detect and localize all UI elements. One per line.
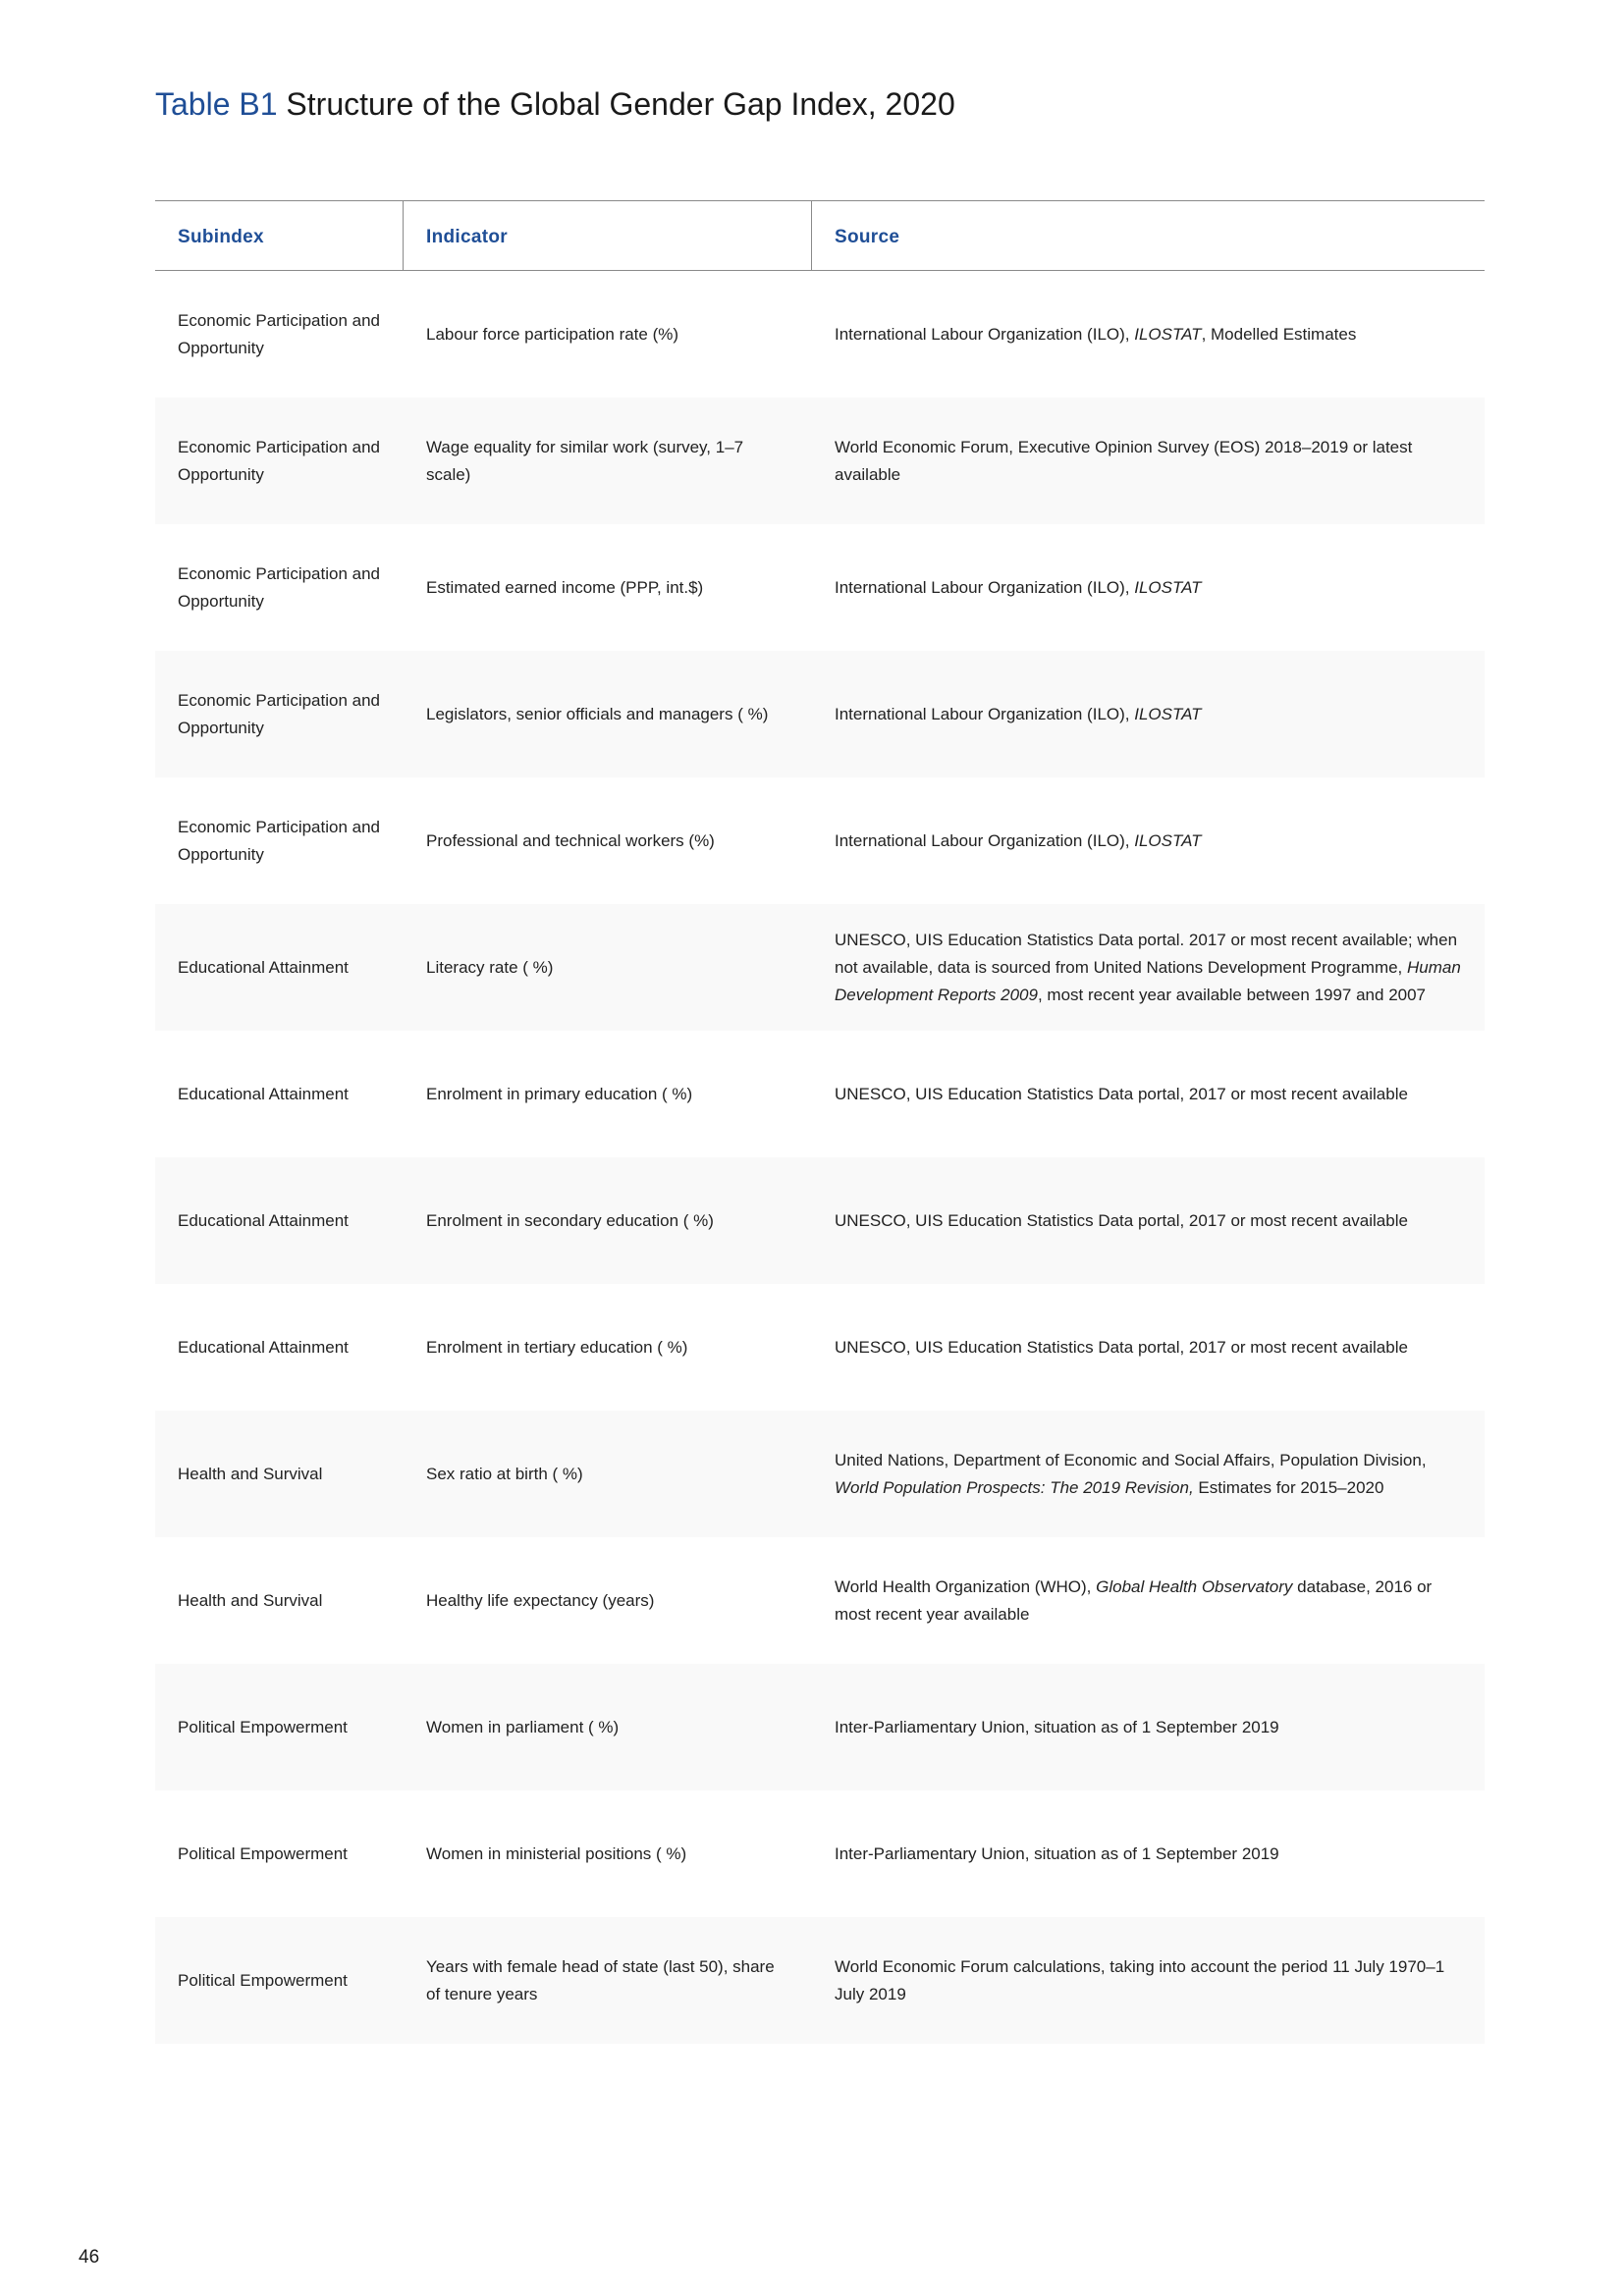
source-pre: World Health Organization (WHO), bbox=[835, 1576, 1097, 1596]
indicator-cell bbox=[404, 1157, 812, 1284]
indicator-text: Women in ministerial positions ( %) bbox=[426, 1843, 687, 1863]
source-italic: Human Development Reports 2009 bbox=[835, 957, 1461, 1004]
indicator-text: Estimated earned income (PPP, int.$) bbox=[426, 577, 704, 597]
indicator-cell bbox=[404, 904, 812, 1031]
subindex-text: Economic Participation and Opportunity bbox=[178, 690, 381, 737]
source-italic: ILOSTAT bbox=[1134, 830, 1202, 850]
source-italic: World Population Prospects: The 2019 Revision, bbox=[835, 1477, 1194, 1497]
indicator-cell bbox=[404, 1284, 812, 1411]
subindex-cell bbox=[155, 904, 404, 1031]
subindex-text: Economic Participation and Opportunity bbox=[178, 437, 381, 484]
subindex-cell bbox=[155, 271, 404, 398]
source-cell bbox=[812, 1411, 1485, 1537]
subindex-cell bbox=[155, 1790, 404, 1917]
subindex-text: Economic Participation and Opportunity bbox=[178, 817, 381, 864]
subindex-cell bbox=[155, 398, 404, 524]
source-text bbox=[835, 321, 1356, 348]
source-text bbox=[835, 1334, 1408, 1362]
source-cell bbox=[812, 777, 1485, 904]
source-italic: Global Health Observatory bbox=[1096, 1576, 1293, 1596]
indicator-text: Enrolment in primary education ( %) bbox=[426, 1084, 693, 1103]
subindex-text: Educational Attainment bbox=[178, 1084, 349, 1103]
source-text bbox=[835, 1574, 1471, 1629]
source-text bbox=[835, 574, 1202, 602]
indicator-text: Years with female head of state (last 50), share of tenure years bbox=[426, 1956, 775, 2003]
subindex-text: Economic Participation and Opportunity bbox=[178, 563, 381, 611]
table-row bbox=[155, 1411, 1485, 1537]
page-number: 46 bbox=[79, 2247, 100, 2268]
table-row bbox=[155, 398, 1485, 524]
subindex-text: Educational Attainment bbox=[178, 957, 349, 977]
source-pre: UNESCO, UIS Education Statistics Data portal. 2017 or most recent available; when not available, data is sourced from United Nations Development Programme, bbox=[835, 930, 1458, 977]
source-cell bbox=[812, 1284, 1485, 1411]
subindex-cell bbox=[155, 651, 404, 777]
indicator-text: Enrolment in secondary education ( %) bbox=[426, 1210, 714, 1230]
subindex-cell bbox=[155, 1284, 404, 1411]
source-post: , Modelled Estimates bbox=[1201, 324, 1357, 344]
source-pre: International Labour Organization (ILO), bbox=[835, 830, 1135, 850]
subindex-cell bbox=[155, 524, 404, 651]
subindex-text: Political Empowerment bbox=[178, 1843, 348, 1863]
source-cell bbox=[812, 398, 1485, 524]
subindex-text: Health and Survival bbox=[178, 1464, 323, 1483]
source-pre: United Nations, Department of Economic and Social Affairs, Population Division, bbox=[835, 1450, 1427, 1469]
source-text bbox=[835, 1714, 1279, 1741]
table-row bbox=[155, 1664, 1485, 1790]
source-pre: Inter-Parliamentary Union, situation as of 1 September 2019 bbox=[835, 1843, 1279, 1863]
column-header-source: Source bbox=[835, 227, 900, 247]
subindex-text: Political Empowerment bbox=[178, 1970, 348, 1990]
source-pre: UNESCO, UIS Education Statistics Data portal, 2017 or most recent available bbox=[835, 1337, 1408, 1357]
table-label: Table B1 bbox=[155, 86, 278, 122]
source-cell bbox=[812, 651, 1485, 777]
subindex-text: Health and Survival bbox=[178, 1590, 323, 1610]
source-cell bbox=[812, 1537, 1485, 1664]
source-cell bbox=[812, 1157, 1485, 1284]
source-post: , most recent year available between 1997 and 2007 bbox=[1037, 985, 1427, 1004]
source-post: database, 2016 or most recent year available bbox=[835, 1576, 1433, 1624]
table-row bbox=[155, 1157, 1485, 1284]
indicator-text: Healthy life expectancy (years) bbox=[426, 1590, 655, 1610]
subindex-text: Educational Attainment bbox=[178, 1337, 349, 1357]
source-italic: ILOSTAT bbox=[1134, 577, 1202, 597]
subindex-cell bbox=[155, 1157, 404, 1284]
indicator-cell bbox=[404, 1917, 812, 2044]
indicator-cell bbox=[404, 398, 812, 524]
subindex-text: Political Empowerment bbox=[178, 1717, 348, 1736]
source-text bbox=[835, 927, 1471, 1009]
source-pre: UNESCO, UIS Education Statistics Data portal, 2017 or most recent available bbox=[835, 1210, 1408, 1230]
source-cell bbox=[812, 1031, 1485, 1157]
indicator-text: Legislators, senior officials and managers ( %) bbox=[426, 704, 769, 723]
source-pre: Inter-Parliamentary Union, situation as of 1 September 2019 bbox=[835, 1717, 1279, 1736]
indicator-text: Wage equality for similar work (survey, 1–7 scale) bbox=[426, 437, 744, 484]
subindex-cell bbox=[155, 1411, 404, 1537]
source-text bbox=[835, 1953, 1471, 2008]
source-cell bbox=[812, 1917, 1485, 2044]
source-text bbox=[835, 1841, 1279, 1868]
table-row bbox=[155, 651, 1485, 777]
table-row bbox=[155, 1031, 1485, 1157]
column-header-indicator: Indicator bbox=[404, 201, 812, 270]
indicator-text: Enrolment in tertiary education ( %) bbox=[426, 1337, 688, 1357]
source-text bbox=[835, 1447, 1471, 1502]
indicator-text: Sex ratio at birth ( %) bbox=[426, 1464, 583, 1483]
source-pre: International Labour Organization (ILO), bbox=[835, 324, 1135, 344]
table-title bbox=[155, 84, 955, 124]
indicator-cell bbox=[404, 524, 812, 651]
table-row bbox=[155, 904, 1485, 1031]
source-text bbox=[835, 828, 1202, 855]
indicator-cell bbox=[404, 1031, 812, 1157]
table-row bbox=[155, 1284, 1485, 1411]
table-row bbox=[155, 777, 1485, 904]
indicator-text: Literacy rate ( %) bbox=[426, 957, 554, 977]
source-italic: ILOSTAT bbox=[1134, 704, 1202, 723]
source-text bbox=[835, 1081, 1408, 1108]
source-text bbox=[835, 701, 1202, 728]
indicator-cell bbox=[404, 271, 812, 398]
source-cell bbox=[812, 904, 1485, 1031]
source-pre: World Economic Forum, Executive Opinion Survey (EOS) 2018–2019 or latest available bbox=[835, 437, 1413, 484]
source-cell bbox=[812, 271, 1485, 398]
source-pre: International Labour Organization (ILO), bbox=[835, 577, 1135, 597]
indicator-cell bbox=[404, 777, 812, 904]
source-cell bbox=[812, 524, 1485, 651]
subindex-cell bbox=[155, 1664, 404, 1790]
column-header-subindex: Subindex bbox=[155, 201, 404, 270]
source-post: Estimates for 2015–2020 bbox=[1193, 1477, 1384, 1497]
indicator-text: Professional and technical workers (%) bbox=[426, 830, 715, 850]
subindex-cell bbox=[155, 1031, 404, 1157]
table-row bbox=[155, 524, 1485, 651]
indicator-cell bbox=[404, 1537, 812, 1664]
table-row bbox=[155, 1790, 1485, 1917]
source-text bbox=[835, 434, 1471, 489]
subindex-cell bbox=[155, 1917, 404, 2044]
indicator-text: Women in parliament ( %) bbox=[426, 1717, 620, 1736]
indicator-cell bbox=[404, 651, 812, 777]
source-pre: UNESCO, UIS Education Statistics Data portal, 2017 or most recent available bbox=[835, 1084, 1408, 1103]
subindex-cell bbox=[155, 777, 404, 904]
table-row bbox=[155, 1537, 1485, 1664]
source-pre: International Labour Organization (ILO), bbox=[835, 704, 1135, 723]
table-body bbox=[155, 271, 1485, 2044]
source-text bbox=[835, 1207, 1408, 1235]
table-row bbox=[155, 1917, 1485, 2044]
table-row bbox=[155, 271, 1485, 398]
subindex-text: Economic Participation and Opportunity bbox=[178, 310, 381, 357]
subindex-text: Educational Attainment bbox=[178, 1210, 349, 1230]
table-title-text: Structure of the Global Gender Gap Index, 2020 bbox=[286, 86, 955, 122]
source-cell bbox=[812, 1664, 1485, 1790]
source-pre: World Economic Forum calculations, taking into account the period 11 July 1970–1 July 2019 bbox=[835, 1956, 1445, 2003]
indicator-cell bbox=[404, 1411, 812, 1537]
source-cell bbox=[812, 1790, 1485, 1917]
subindex-cell bbox=[155, 1537, 404, 1664]
indicator-cell bbox=[404, 1664, 812, 1790]
indicator-cell bbox=[404, 1790, 812, 1917]
source-italic: ILOSTAT bbox=[1134, 324, 1202, 344]
table-header-row bbox=[155, 200, 1485, 271]
indicator-table bbox=[155, 200, 1485, 2044]
indicator-text: Labour force participation rate (%) bbox=[426, 324, 679, 344]
